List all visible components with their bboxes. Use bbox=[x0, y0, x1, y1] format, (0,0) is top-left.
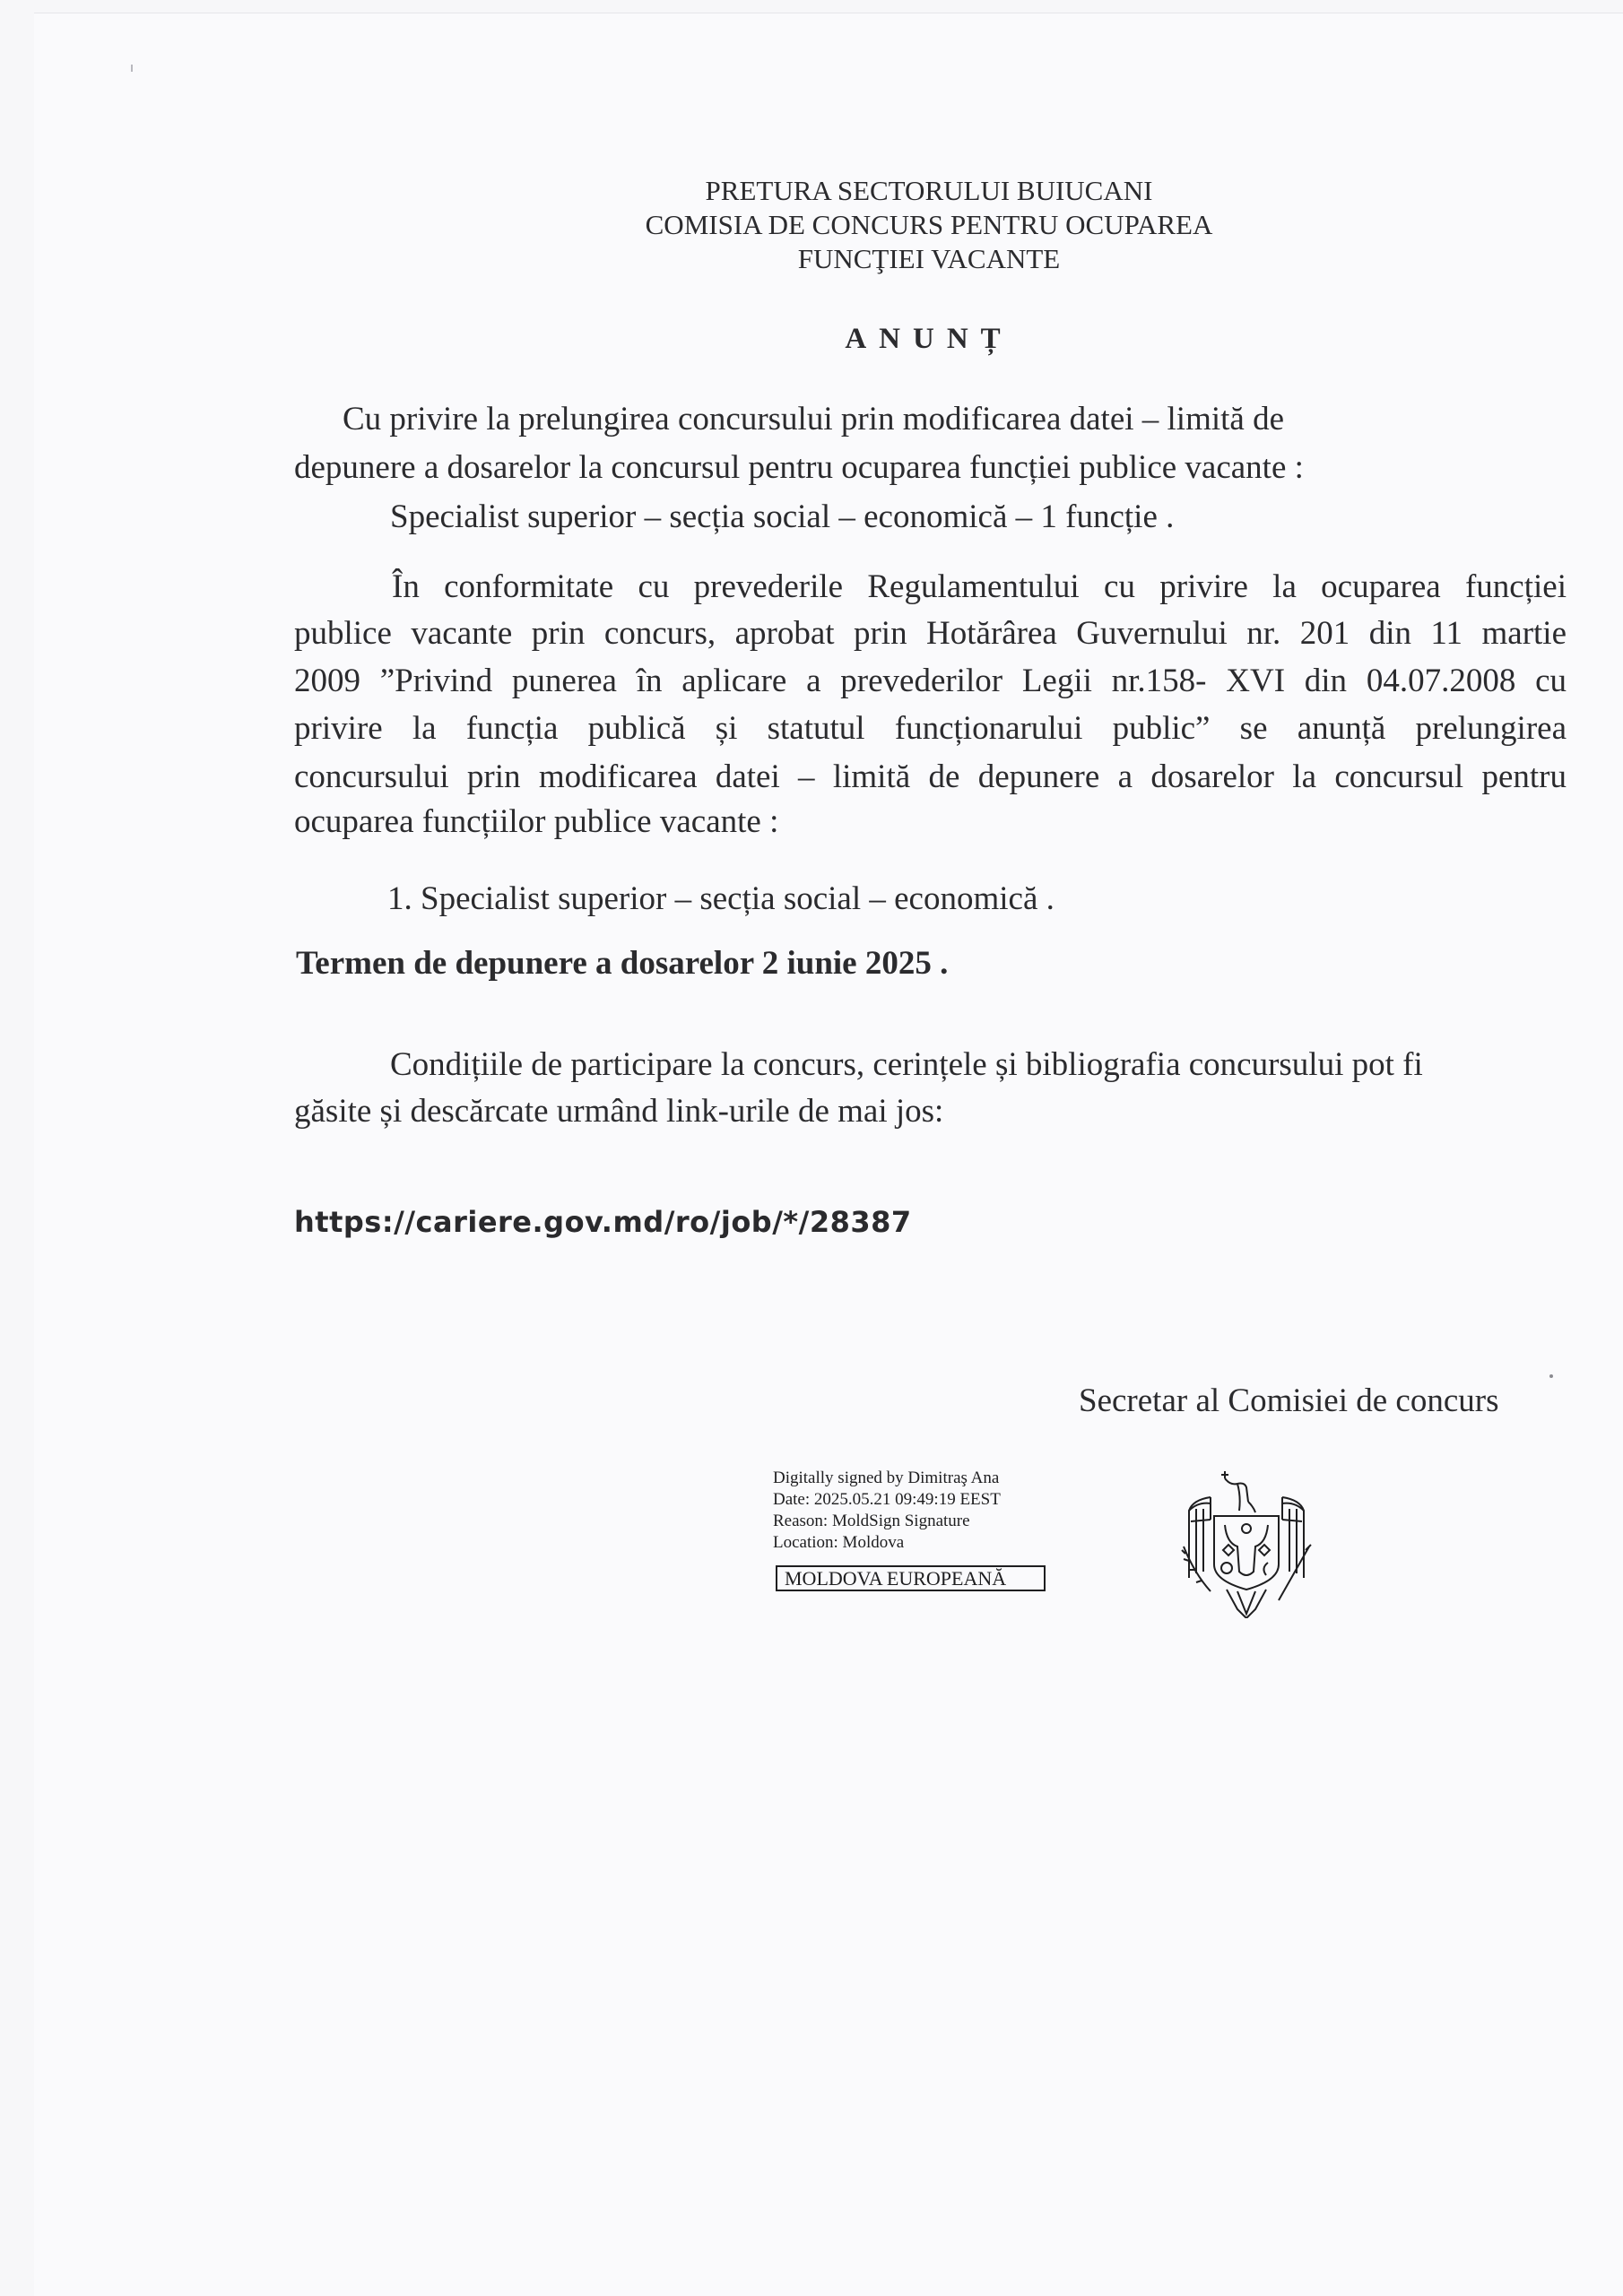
signature-date: Date: 2025.05.21 09:49:19 EEST bbox=[773, 1490, 1001, 1509]
cross-icon bbox=[1221, 1471, 1228, 1478]
paragraph-line: ocuparea funcțiilor publice vacante : bbox=[294, 803, 779, 840]
page-title: ANUNȚ bbox=[845, 323, 1013, 355]
signature-signed-by: Digitally signed by Dimitraş Ana bbox=[773, 1469, 1000, 1487]
conditions-line: găsite și descărcate urmând link-urile de mai jos: bbox=[294, 1093, 944, 1130]
job-link[interactable]: https://cariere.gov.md/ro/job/*/28387 bbox=[294, 1205, 912, 1239]
paragraph-line: 2009 ”Privind punerea în aplicare a prevederilor Legii nr.158- XVI din 04.07.2008 cu bbox=[294, 663, 1567, 699]
deadline-text: Termen de depunere a dosarelor 2 iunie 2025 . bbox=[296, 945, 949, 982]
signature-reason: Reason: MoldSign Signature bbox=[773, 1512, 970, 1530]
scan-speck bbox=[131, 65, 133, 72]
moldova-coat-of-arms-icon bbox=[1175, 1457, 1318, 1618]
intro-line: Cu privire la prelungirea concursului prin modificarea datei – limită de bbox=[343, 401, 1285, 438]
paragraph-line: privire la funcția publică și statutul funcționarului public” se anunță prelungirea bbox=[294, 710, 1567, 747]
header-position: FUNCŢIEI VACANTE bbox=[797, 243, 1061, 274]
intro-line: depunere a dosarelor la concursul pentru ocuparea funcției publice vacante : bbox=[294, 449, 1304, 486]
conditions-line: Condițiile de participare la concurs, cerințele și bibliografia concursului pot fi bbox=[390, 1046, 1423, 1083]
paragraph-line: publice vacante prin concurs, aprobat prin Hotărârea Guvernului nr. 201 din 11 martie bbox=[294, 615, 1567, 652]
signature-location: Location: Moldova bbox=[773, 1533, 905, 1552]
intro-position-line: Specialist superior – secția social – economică – 1 funcție . bbox=[390, 498, 1175, 535]
signature-label-box: MOLDOVA EUROPEANĂ bbox=[776, 1565, 1046, 1591]
scan-speck bbox=[1549, 1374, 1553, 1378]
header-institution: PRETURA SECTORULUI BUIUCANI bbox=[705, 175, 1153, 206]
header-commission: COMISIA DE CONCURS PENTRU OCUPAREA bbox=[645, 209, 1213, 240]
paragraph-line: concursului prin modificarea datei – limită de depunere a dosarelor la concursul pentru bbox=[294, 758, 1567, 795]
signatory-title: Secretar al Comisiei de concurs bbox=[1079, 1382, 1499, 1419]
list-item: 1. Specialist superior – secția social – economică . bbox=[387, 880, 1055, 917]
paragraph-line: În conformitate cu prevederile Regulamentului cu privire la ocuparea funcției bbox=[392, 568, 1567, 605]
digital-signature-block bbox=[773, 1468, 1001, 1554]
